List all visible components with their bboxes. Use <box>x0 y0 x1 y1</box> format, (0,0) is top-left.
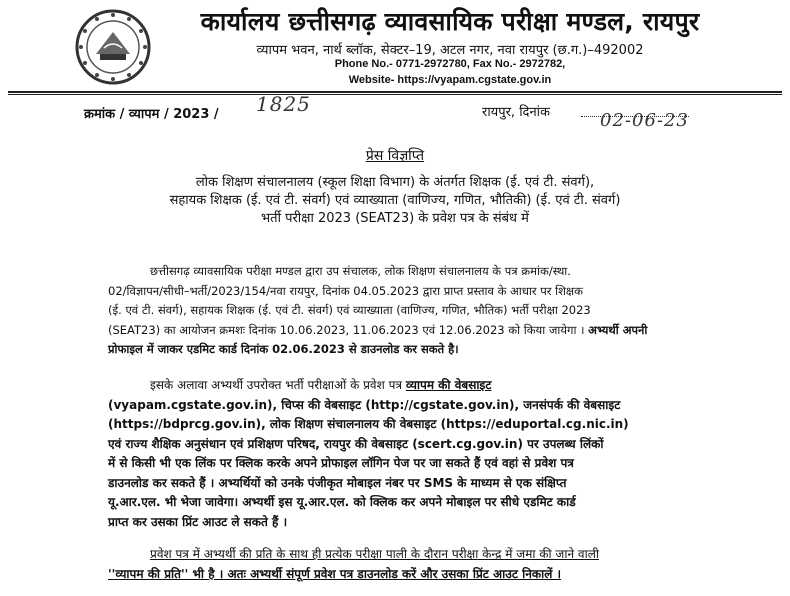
p3-line-1: प्रवेश पत्र में अभ्यर्थी की प्रति के साथ ही प्रत्येक परीक्षा पाली के दौरान परीक्षा केन्द्र में जमा की जाने वाली <box>150 547 599 561</box>
p1-line-2: 02/विज्ञापन/सीधी–भर्ती/2023/154/नवा रायपुर, दिनांक 04.05.2023 द्वारा प्राप्त प्रस्ताव के आधार पर शिक्षक <box>108 283 583 298</box>
p1-line-4a: (SEAT23) का आयोजन क्रमशः दिनांक 10.06.2023, 11.06.2023 एवं 12.06.2023 को किया जायेगा । <box>108 322 585 337</box>
p1-line-1: छत्तीसगढ़ व्यावसायिक परीक्षा मण्डल द्वारा उप संचालक, लोक शिक्षण संचालनालय के पत्र क्रमांक/स्था. <box>150 264 571 278</box>
p1-line-3: (ई. एवं टी. संवर्ग), सहायक शिक्षक (ई. एवं टी. संवर्ग) एवं व्याख्याता (वाणिज्य, गणित, भौतिक) भर्ती परीक्षा 2023 <box>108 303 591 317</box>
p2-line-7: यू.आर.एल. भी भेजा जावेगा। अभ्यर्थी इस यू.आर.एल. को क्लिक कर अपने मोबाइल पर सीधे एडमिट कार्ड <box>108 495 576 509</box>
p1-line-4b: अभ्यर्थी अपनी <box>588 322 648 337</box>
paragraph-2 <box>108 376 708 532</box>
p3-line-2: ''व्यापम की प्रति'' भी है । अतः अभ्यर्थी संपूर्ण प्रवेश पत्र डाउनलोड करें और उसका प्रिंट आउट निकालें । <box>108 566 562 581</box>
p2-line-1a: इसके अलावा अभ्यर्थी उपरोक्त भर्ती परीक्षाओं के प्रवेश पत्र <box>150 378 403 392</box>
heading-line-3: भर्ती परीक्षा 2023 (SEAT23) के प्रवेश पत्र के संबंध में <box>261 211 529 226</box>
org-address: व्यापम भवन, नार्थ ब्लॉक, सेक्टर–19, अटल नगर, नवा रायपुर (छ.ग.)–492002 <box>256 43 644 58</box>
p2-line-1 <box>108 376 708 396</box>
p1-line-5: प्रोफाइल में जाकर एडमिट कार्ड दिनांक 02.06.2023 से डाउनलोड कर सकते है। <box>108 342 459 356</box>
p2-line-6: डाउनलोड कर सकते हैं । अभ्यर्थियों को उनके पंजीकृत मोबाइल नंबर पर SMS के माध्यम से एक संक्षिप्त <box>108 475 567 490</box>
date-value: 02-06-23 <box>600 110 689 131</box>
p2-line-8: प्राप्त कर उसका प्रिंट आउट ले सकते हैं । <box>108 514 288 529</box>
p2-line-4: एवं राज्य शैक्षिक अनुसंधान एवं प्रशिक्षण परिषद, रायपुर की वेबसाइट (scert.cg.gov.in) पर उपलब्ध लिंकों <box>108 436 604 451</box>
p2-line-3: (https://bdprcg.gov.in), लोक शिक्षण संचालनालय की वेबसाइट (https://eduportal.cg.nic.in) <box>108 417 629 431</box>
p2-line-2: (vyapam.cgstate.gov.in), चिप्स की वेबसाइट (http://cgstate.gov.in), जनसंपर्क की वेबसाइट <box>108 397 621 412</box>
vyapam-logo-icon <box>74 8 152 86</box>
org-name: कार्यालय छत्तीसगढ़ व्यावसायिक परीक्षा मण्डल, रायपुर <box>200 7 700 36</box>
press-release-title: प्रेस विज्ञप्ति <box>365 148 425 164</box>
reference-number: 1825 <box>256 92 311 116</box>
p2-line-1b: व्यापम की वेबसाइट <box>405 378 492 392</box>
p1-line-4 <box>108 321 708 341</box>
reference-label: क्रमांक / व्यापम / 2023 / <box>84 107 219 122</box>
org-website: Website- https://vyapam.cgstate.gov.in <box>348 74 552 86</box>
date-label: रायपुर, दिनांक <box>482 105 551 120</box>
header-divider <box>8 91 782 93</box>
heading-line-2: सहायक शिक्षक (ई. एवं टी. संवर्ग) एवं व्याख्याता (वाणिज्य, गणित, भौतिकी) (ई. एवं टी. संवर्ग) <box>169 193 621 208</box>
paragraph-3 <box>108 545 708 584</box>
org-phone-fax: Phone No.- 0771-2972780, Fax No.- 2972782, <box>334 58 566 70</box>
header-divider-thin <box>8 94 782 95</box>
p2-line-5: में से किसी भी एक लिंक पर क्लिक करके अपने प्रोफाइल लॉगिन पेज पर जा सकते हैं एवं वहां से प्रवेश पत्र <box>108 456 574 470</box>
paragraph-1 <box>108 262 708 360</box>
heading-line-1: लोक शिक्षण संचालनालय (स्कूल शिक्षा विभाग) के अंतर्गत शिक्षक (ई. एवं टी. संवर्ग), <box>195 175 595 190</box>
